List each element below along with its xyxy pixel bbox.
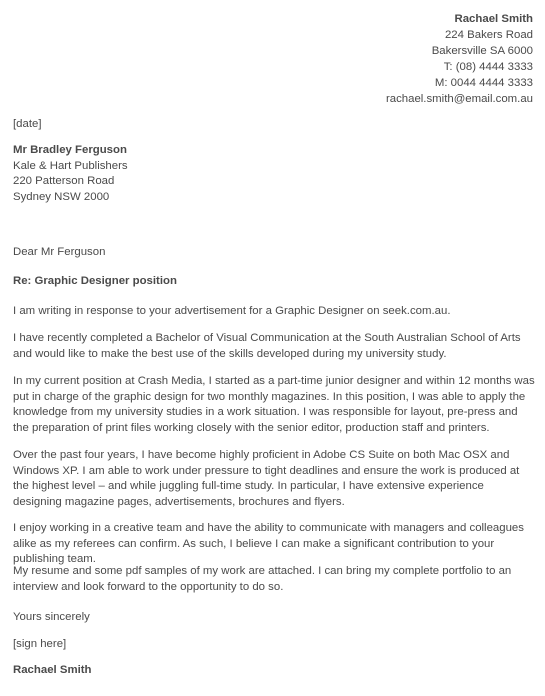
sender-mobile: M: 0044 4444 3333 [434, 77, 533, 89]
letter-date: [date] [13, 118, 42, 130]
sender-address-line2: Bakersville SA 6000 [431, 45, 533, 57]
recipient-city: Sydney NSW 2000 [13, 190, 110, 203]
paragraph: Over the past four years, I have become highly proficient in Adobe CS Suite on both Mac OSX and Windows XP. I am able to work under pressure to tight deadlines and ensure the work is produced at the highest level – and while juggling full-time study. In particular, I have extensive experience designing magazine pages, advertisements, brochures and flyers. [13, 449, 520, 508]
signoff-name: Rachael Smith [13, 664, 92, 676]
sender-phone: T: (08) 4444 3333 [443, 61, 533, 73]
signature-placeholder: [sign here] [13, 638, 67, 650]
recipient-street: 220 Patterson Road [13, 175, 115, 187]
sender-email: rachael.smith@email.com.au [385, 93, 533, 105]
sender-name: Rachael Smith [454, 13, 533, 25]
paragraph: In my current position at Crash Media, I started as a part-time junior designer and within 12 months was put in charge of the graphic design for two monthly magazines. In this position, I was able to apply the knowledge from my university studies in a work situation. I was responsible for layout, pre-press and the preparation of print files working closely with the senior editor, production staff and printers. [13, 375, 535, 434]
sender-address-line1: 224 Bakers Road [444, 29, 533, 41]
subject-line: Re: Graphic Designer position [13, 275, 177, 287]
closing: Yours sincerely [13, 611, 90, 623]
recipient-name: Mr Bradley Ferguson [13, 144, 127, 156]
salutation: Dear Mr Ferguson [13, 246, 106, 258]
recipient-block [13, 143, 128, 205]
recipient-company: Kale & Hart Publishers [13, 159, 128, 172]
sender-block [386, 11, 533, 107]
paragraph: I enjoy working in a creative team and have the ability to communicate with managers and colleagues alike as my referees can confirm. As such, I believe I can make a significant contribution to your publishing team. [13, 522, 524, 565]
paragraph: I am writing in response to your advertisement for a Graphic Designer on seek.com.au. [13, 305, 451, 317]
paragraph: My resume and some pdf samples of my work are attached. I can bring my complete portfolio to an interview and look forward to the opportunity to do so. [13, 565, 512, 593]
paragraph: I have recently completed a Bachelor of Visual Communication at the South Australian School of Arts and would like to make the best use of the skills developed during my university study. [13, 332, 521, 360]
